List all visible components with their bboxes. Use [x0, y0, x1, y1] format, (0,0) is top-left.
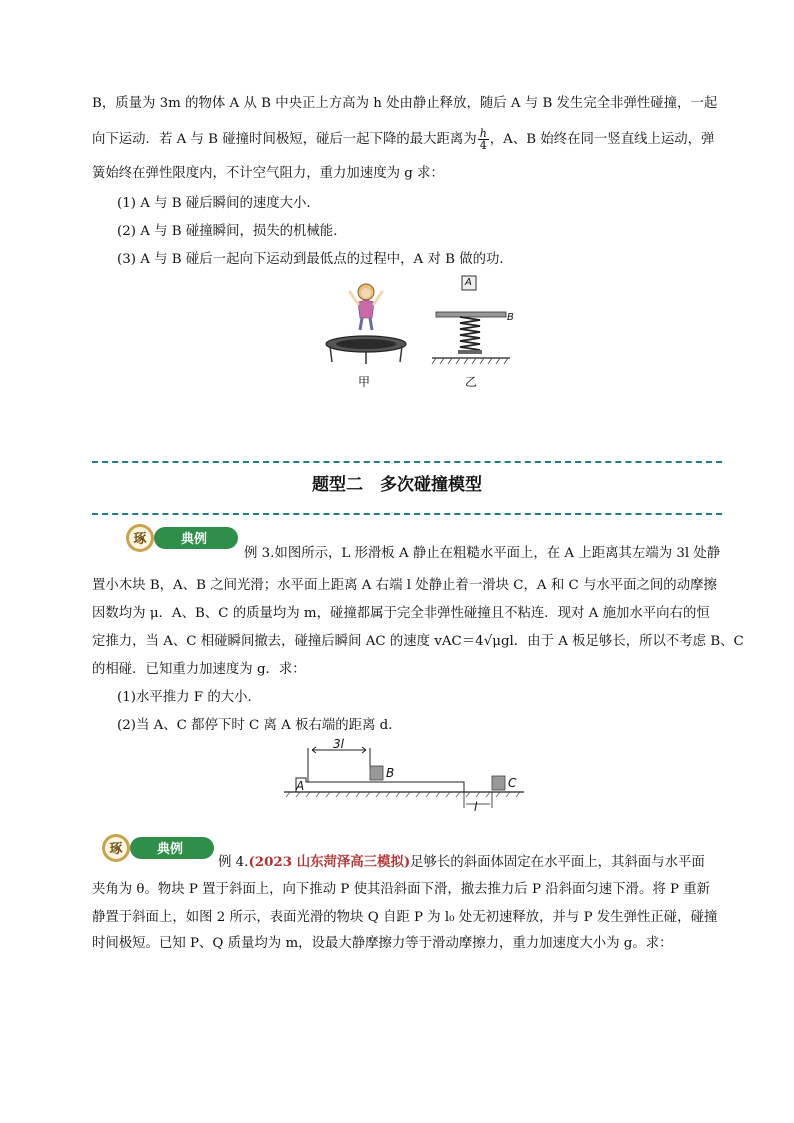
label-board-a: A: [296, 779, 305, 793]
label-3l: 3l: [333, 737, 344, 751]
question-3: (3) A 与 B 碰后一起向下运动到最低点的过程中，A 对 B 做的功．: [117, 252, 513, 267]
problem-text-line: B，质量为 3m 的物体 A 从 B 中央正上方高为 h 处由静止释放，随后 A 与 B 发生完全非弹性碰撞，一起: [92, 96, 718, 111]
source-tag: (2023 山东菏泽高三模拟): [248, 854, 411, 870]
text-fragment: 足够长的斜面体固定在水平面上，其斜面与水平面: [410, 855, 705, 870]
example4-line: 静置于斜面上，如图 2 所示，表面光滑的物块 Q 自距 P 为 l₀ 处无初速释放，并与 P 发生弹性正碰，碰撞: [92, 910, 718, 925]
section-divider-top: [92, 461, 722, 463]
badge-right-text: 典例: [156, 842, 184, 857]
example3-line: 定推力，当 A、C 相碰瞬间撤去，碰撞后瞬间 AC 的速度 vAC＝4√μgl．由于 A 板足够长，所以不考虑 B、C: [92, 634, 744, 649]
example3-line: 的相碰．已知重力加速度为 g．求：: [92, 662, 306, 677]
question-1: (1)水平推力 F 的大小．: [117, 690, 261, 705]
example-badge: [120, 523, 244, 553]
sliding-board-figure: [284, 736, 524, 816]
question-2: (2) A 与 B 碰撞瞬间，损失的机械能．: [117, 224, 347, 239]
example3-line: 置小木块 B，A、B 之间光滑；水平面上距离 A 右端 l 处静止着一滑块 C，A 和 C 与水平面之间的动摩擦: [92, 578, 717, 593]
example3-line: 例 3.如图所示，L 形滑板 A 静止在粗糙水平面上，在 A 上距离其左端为 3l 处静: [244, 546, 721, 561]
text-fragment: ，A、B 始终在同一竖直线上运动，弹: [489, 132, 715, 147]
fraction-numerator: h: [479, 127, 487, 140]
problem-text-line: [92, 128, 714, 151]
figure-label-a: A: [465, 277, 472, 288]
problem-text-line: 簧始终在弹性限度内，不计空气阻力，重力加速度为 g 求：: [92, 166, 444, 181]
badge-left-char: 琢: [109, 842, 123, 857]
trampoline-spring-figure: [320, 274, 530, 390]
fraction-denominator: 4: [479, 139, 487, 152]
badge-left-char: 琢: [133, 532, 147, 547]
fraction-h-over-4: [478, 128, 489, 151]
example4-line: 时间极短。已知 P、Q 质量均为 m，设最大静摩擦力等于滑动摩擦力，重力加速度大小为 g。求：: [92, 936, 673, 951]
label-block-b: B: [386, 766, 395, 780]
question-1: (1) A 与 B 碰后瞬间的速度大小．: [117, 196, 320, 211]
example-number: 例 4.: [218, 855, 249, 870]
question-2: (2)当 A、C 都停下时 C 离 A 板右端的距离 d．: [117, 718, 402, 733]
spring-apparatus-icon: [432, 276, 510, 364]
section-divider-bottom: [92, 513, 722, 515]
example4-line: [218, 852, 705, 873]
example3-line: 因数均为 μ．A、B、C 的质量均为 m，碰撞都属于完全非弹性碰撞且不粘连．现对 A 施加水平向右的恒: [92, 606, 710, 621]
section-title: 题型二 多次碰撞模型: [312, 475, 482, 495]
example4-line: 夹角为 θ。物块 P 置于斜面上，向下推动 P 使其沿斜面下滑，撤去推力后 P 沿斜面匀速下滑。将 P 重新: [92, 882, 711, 897]
trampoline-icon: [326, 336, 406, 364]
example-badge: [96, 833, 220, 863]
child-on-trampoline-icon: [350, 284, 382, 330]
figure-label-b: B: [507, 312, 514, 323]
label-l: l: [474, 800, 478, 814]
figure-caption-jia: 甲: [358, 375, 371, 389]
figure-caption-yi: 乙: [465, 375, 478, 389]
badge-right-text: 典例: [180, 532, 208, 547]
label-block-c: C: [508, 776, 517, 790]
text-fragment: 向下运动．若 A 与 B 碰撞时间极短，碰后一起下降的最大距离为: [92, 132, 477, 147]
